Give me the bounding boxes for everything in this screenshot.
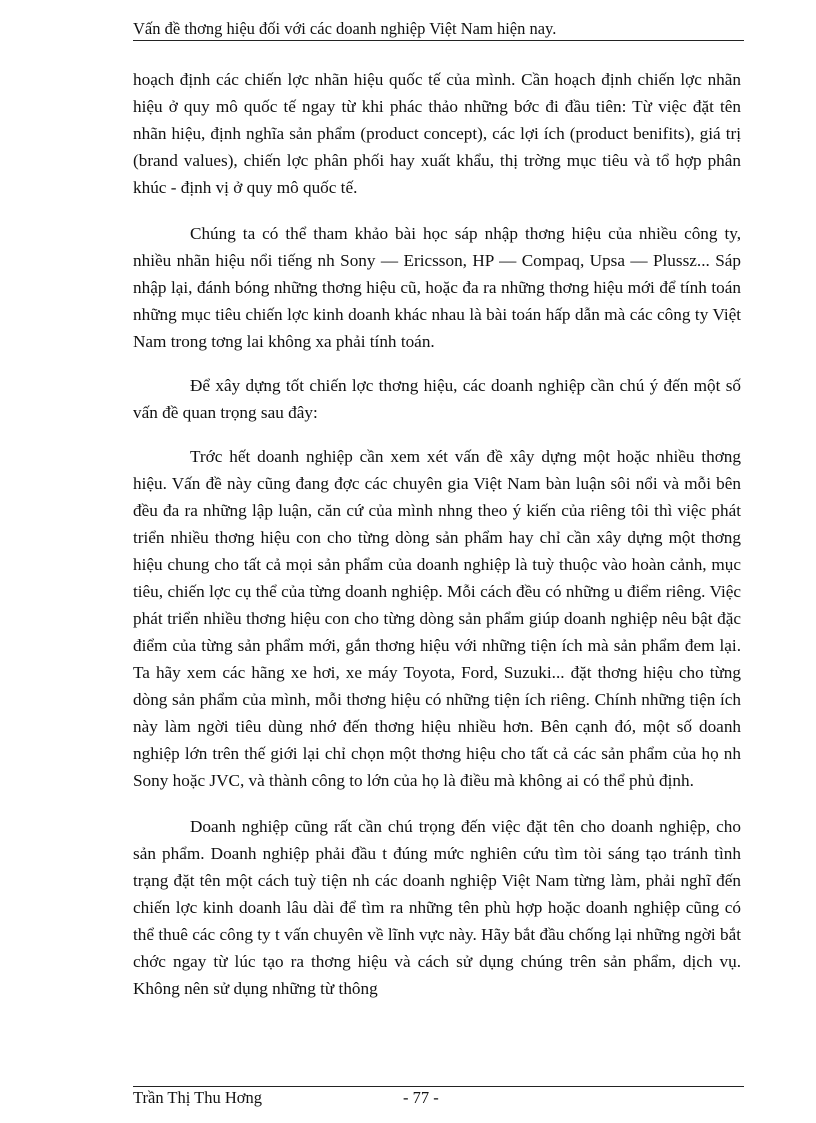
page-header — [133, 18, 744, 41]
paragraph-strategy-intro: Để xây dựng tốt chiến lợc thơng hiệu, các doanh nghiệp cần chú ý đến một số vấn đề quan trọng sau đây: — [133, 376, 741, 422]
page-number: - 77 - — [403, 1088, 439, 1107]
paragraph-merger-lessons: Chúng ta có thể tham khảo bài học sáp nhập thơng hiệu của nhiều công ty, nhiều nhãn hiệu nổi tiếng nh Sony — Ericsson, HP — Compaq, Upsa — Plussz... Sáp nhập lại, đánh bóng những thơng hiệu cũ, hoặc đa ra những thơng hiệu mới để tính toán những mục tiêu chiến lợc kinh doanh khác nhau là bài toán hấp dẫn mà các công ty Việt Nam trong tơng lai không xa phải tính toán. — [133, 224, 741, 351]
page-footer — [133, 1086, 744, 1109]
document-body — [133, 66, 741, 1002]
footer-author: Trần Thị Thu Hơng — [133, 1088, 262, 1107]
paragraph-continued: hoạch định các chiến lợc nhãn hiệu quốc tế của mình. Cần hoạch định chiến lợc nhãn hiệu ở quy mô quốc tế ngay từ khi phác thảo những bớc đi đầu tiên: Từ việc đặt tên nhãn hiệu, định nghĩa sản phẩm (product concept), các lợi ích (product benifits), giá trị (brand values), chiến lợc phân phối hay xuất khẩu, thị trờng mục tiêu và tổ hợp phân khúc - định vị ở quy mô quốc tế. — [133, 70, 741, 197]
paragraph-naming: Doanh nghiệp cũng rất cần chú trọng đến việc đặt tên cho doanh nghiệp, cho sản phẩm. Doanh nghiệp phải đầu t đúng mức nghiên cứu tìm tòi sáng tạo tránh tình trạng đặt tên một cách tuỳ tiện nh các doanh nghiệp Việt Nam từng làm, phải nghĩ đến chiến lợc kinh doanh lâu dài để tìm ra những tên phù hợp hoặc doanh nghiệp cũng có thể thuê các công ty t vấn chuyên về lĩnh vực này. Hãy bắt đầu chống lại những ngời bắt chớc ngay từ lúc tạo ra thơng hiệu và cách sử dụng chúng trên sản phẩm, dịch vụ. Không nên sử dụng những từ thông — [133, 817, 741, 998]
paragraph-brand-count: Trớc hết doanh nghiệp cần xem xét vấn đề xây dựng một hoặc nhiều thơng hiệu. Vấn đề này cũng đang đợc các chuyên gia Việt Nam bàn luận sôi nổi và mỗi bên đều đa ra những lập luận, căn cứ của mình nhng theo ý kiến của riêng tôi thì việc phát triển nhiều thơng hiệu con cho từng dòng sản phẩm hay chỉ cần xây dựng một thơng hiệu chung cho tất cả mọi sản phẩm của doanh nghiệp là tuỳ thuộc vào hoàn cảnh, mục tiêu, chiến lợc cụ thể của từng doanh nghiệp. Mỗi cách đều có những u điểm riêng. Việc phát triển nhiều thơng hiệu con cho từng dòng sản phẩm giúp doanh nghiệp nêu bật đặc điểm của từng sản phẩm mới, gắn thơng hiệu với những tiện ích mà sản phẩm đem lại. Ta hãy xem các hãng xe hơi, xe máy Toyota, Ford, Suzuki... đặt thơng hiệu cho từng dòng sản phẩm của mình, mỗi thơng hiệu có những tiện ích riêng. Chính những tiện ích này làm ngời tiêu dùng nhớ đến thơng hiệu nhiều hơn. Bên cạnh đó, một số doanh nghiệp lớn trên thế giới lại chỉ chọn một thơng hiệu cho tất cả các sản phẩm của họ nh Sony hoặc JVC, và thành công to lớn của họ là điều mà không ai có thể phủ định. — [133, 447, 741, 790]
document-title: Vấn đề thơng hiệu đối với các doanh nghiệp Việt Nam hiện nay. — [133, 19, 557, 38]
